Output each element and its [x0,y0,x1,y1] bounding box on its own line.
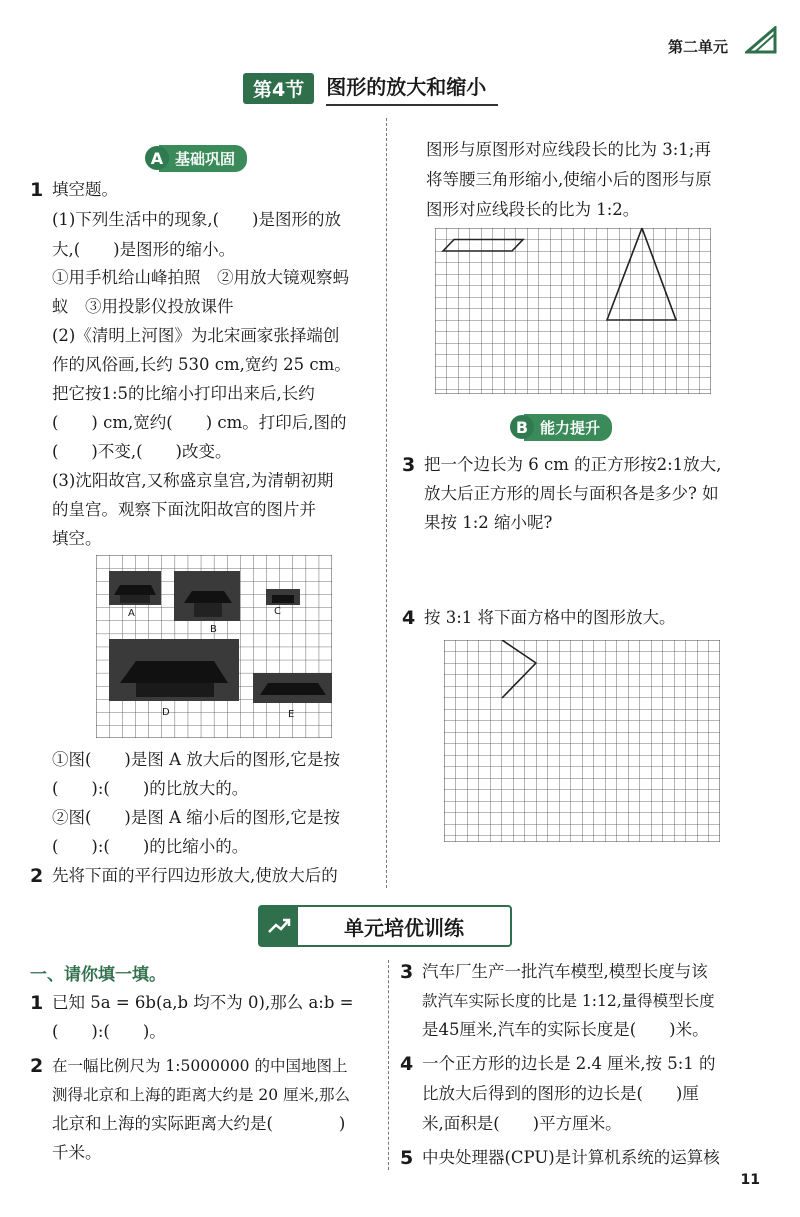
section-badge: 第4节 [243,73,314,104]
part-b-heading [510,414,612,440]
label-c: C [274,606,281,617]
q3-number: 3 [402,454,416,476]
q2-grid[interactable] [435,228,711,394]
palace-image-d [109,639,239,701]
u4-line: 比放大后得到的图形的边长是( )厘 [422,1084,699,1103]
q1-after-line: ①图( )是图 A 放大后的图形,它是按 [52,750,341,769]
label-d: D [162,707,170,718]
palace-image-a [109,571,161,605]
u3-line: 是45厘米,汽车的实际长度是( )米。 [422,1020,709,1039]
page-number: 11 [740,1172,760,1188]
u5-number: 5 [400,1147,414,1169]
q1-line: 的皇宫。观察下面沈阳故宫的图片并 [52,500,316,519]
u2-line: 北京和上海的实际距离大约是( ) [52,1114,346,1133]
unit-training-title: 单元培优训练 [344,915,464,940]
trend-up-icon [260,907,298,945]
q2-line: 将等腰三角形缩小,使缩小后的图形与原 [426,170,712,189]
q3-line: 把一个边长为 6 cm 的正方形按2:1放大, [424,455,722,474]
q1-line: (2)《清明上河图》为北宋画家张择端创 [52,326,340,345]
q3-line: 果按 1:2 缩小呢? [424,513,553,532]
label-a: A [128,608,135,619]
q1-line: 蚁 ③用投影仪投放课件 [52,297,234,316]
part-a-heading [145,145,247,171]
part-b-title: 能力提升 [524,414,612,441]
q1-line: (3)沈阳故宫,又称盛京皇宫,为清朝初期 [52,471,334,490]
q2-line: 图形对应线段长的比为 1:2。 [426,200,640,219]
palace-grid-figure [96,555,332,738]
u4-line: 一个正方形的边长是 2.4 厘米,按 5:1 的 [422,1054,716,1073]
part-a-letter: A [145,146,169,170]
palace-image-e [253,673,332,703]
section-title [243,72,498,104]
u4-number: 4 [400,1053,414,1075]
part-b-letter: B [510,415,534,439]
q1-line: ①用手机给山峰拍照 ②用放大镜观察蚂 [52,268,349,287]
u1-line: 已知 5a = 6b(a,b 均不为 0),那么 a:b = [52,993,354,1012]
q1-after-line: ( ):( )的比缩小的。 [52,837,249,856]
column-divider [386,118,387,888]
palace-image-b [174,571,240,621]
q4-grid[interactable] [444,640,720,842]
q4-text: 按 3:1 将下面方格中的图形放大。 [424,608,676,627]
q3-line: 放大后正方形的周长与面积各是多少? 如 [424,484,719,503]
u2-line: 在一幅比例尺为 1:5000000 的中国地图上 [52,1057,348,1075]
label-e: E [288,709,295,720]
u2-number: 2 [30,1055,44,1077]
u1-number: 1 [30,992,44,1014]
q1-line: (1)下列生活中的现象,( )是图形的放 [52,210,341,229]
q1-line: 大,( )是图形的缩小。 [52,240,236,259]
u4-line: 米,面积是( )平方厘米。 [422,1114,622,1133]
u3-line: 汽车厂生产一批汽车模型,模型长度与该 [422,962,708,981]
q2-number: 2 [30,865,44,887]
q1-title: 填空题。 [52,180,118,199]
q2-line: 先将下面的平行四边形放大,使放大后的 [52,866,338,885]
section-heading: 图形的放大和缩小 [326,71,498,106]
unit-label: 第二单元 [667,38,728,56]
q1-line: 作的风俗画,长约 530 cm,宽约 25 cm。 [52,355,351,374]
q2-line: 图形与原图形对应线段长的比为 3:1;再 [426,140,711,159]
q1-line: 填空。 [52,529,102,548]
unit-training-banner [258,905,512,947]
q4-number: 4 [402,607,416,629]
part-a-title: 基础巩固 [159,145,247,172]
q1-after-line: ( ):( )的比放大的。 [52,779,249,798]
q1-line: 把它按1:5的比缩小打印出来后,长约 [52,384,315,403]
q1-line: ( )不变,( )改变。 [52,442,232,461]
u2-line: 测得北京和上海的距离大约是 20 厘米,那么 [52,1086,351,1104]
u3-number: 3 [400,961,414,983]
u2-line: 千米。 [52,1143,102,1162]
u3-line: 款汽车实际长度的比是 1:12,量得模型长度 [422,992,715,1010]
corner-logo-icon [745,26,779,54]
palace-image-c [266,589,300,605]
q1-number: 1 [30,179,44,201]
q1-line: ( ) cm,宽约( ) cm。打印后,图的 [52,413,347,432]
label-b: B [210,624,217,635]
part1-title: 一、请你填一填。 [30,965,166,985]
u1-line: ( ):( )。 [52,1022,166,1041]
column-divider-bottom [388,960,389,1170]
u5-line: 中央处理器(CPU)是计算机系统的运算核 [422,1148,720,1167]
q1-after-line: ②图( )是图 A 缩小后的图形,它是按 [52,808,341,827]
